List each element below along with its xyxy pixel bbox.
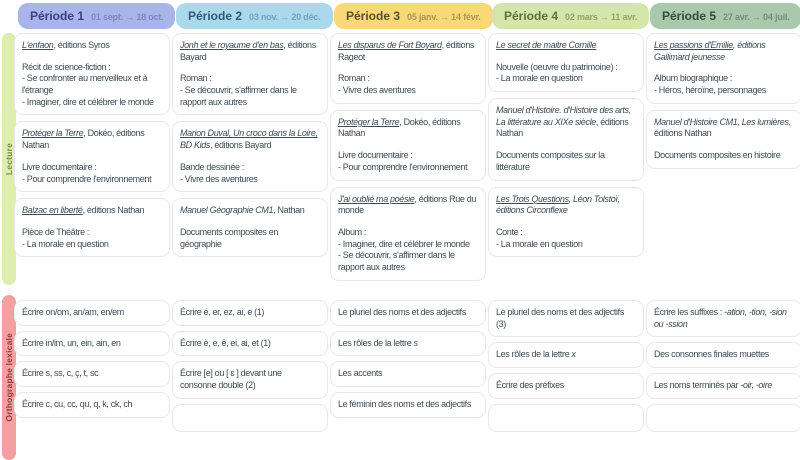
card-body <box>22 227 162 250</box>
period-dates: 27 avr. → 04 juil. <box>723 12 790 22</box>
card-title: Le secret de maitre Cornille <box>496 40 597 50</box>
curriculum-card[interactable] <box>330 110 486 181</box>
card-title: Écrire in/im, un, ein, ain, en <box>22 337 121 348</box>
card-title: Les noms terminés par -oir, -oire <box>654 380 773 391</box>
card-title: Jonh et le royaume d'en bas, éditions Bayard <box>180 40 316 62</box>
curriculum-card[interactable] <box>330 187 486 281</box>
card-body <box>180 227 320 250</box>
period-dates: 03 nov. → 20 déc. <box>249 12 321 22</box>
curriculum-card[interactable] <box>172 361 328 398</box>
curriculum-card[interactable] <box>172 33 328 115</box>
curriculum-card[interactable] <box>330 331 486 357</box>
period-pill-5[interactable] <box>650 3 800 29</box>
card-body-line: Roman : <box>180 73 212 84</box>
card-body-line: - Se découvrir, s'affirmer dans le rapport aux autres <box>180 85 297 107</box>
card-title: Écrire [e] ou [ ɛ ] devant une consonne double (2) <box>180 368 282 391</box>
card-body-line: - Pour comprendre l'environnement <box>338 161 468 172</box>
curriculum-card[interactable] <box>488 342 644 368</box>
card-title: Écrire é, er, ez, ai, e (1) <box>180 307 265 317</box>
card-body-line: - La morale en question <box>496 238 583 249</box>
card-title: Écrire on/om, an/am, en/em <box>22 307 124 317</box>
card-title: J'ai oublié ma poésie, éditions Rue du monde <box>338 193 477 216</box>
card-body-line: - Se confronter au merveilleux et à l'étrange <box>22 73 148 96</box>
curriculum-card[interactable] <box>14 121 170 192</box>
curriculum-card[interactable] <box>488 98 644 180</box>
card-title: Les Trois Questions, Léon Tolstoï, éditions Circonflexe <box>496 193 620 216</box>
period-label: Période 1 <box>30 9 85 23</box>
card-title: Les disparus de Fort Boyard, éditions Rageot <box>338 40 475 62</box>
card-body <box>338 150 478 173</box>
card-body <box>496 227 636 250</box>
card-title: Manuel d'Histoire CM1, Les lumières, éditions Nathan <box>654 116 791 139</box>
period-label: Période 5 <box>662 9 717 23</box>
curriculum-card[interactable] <box>172 198 328 257</box>
period-label: Période 2 <box>188 9 243 23</box>
card-body-line: - La morale en question <box>496 73 583 84</box>
card-body <box>496 62 636 85</box>
curriculum-card[interactable] <box>172 121 328 192</box>
period-dates: 02 mars → 11 avr. <box>565 12 638 22</box>
card-body-line: - Héros, héroïne, personnages <box>654 85 766 96</box>
card-title: L'enfaon, éditions Syros <box>22 40 110 50</box>
period-column-3 <box>330 300 486 423</box>
card-body-line: Livre documentaire : <box>338 150 413 161</box>
curriculum-card[interactable] <box>14 392 170 418</box>
card-title: Le pluriel des noms et des adjectifs <box>338 307 466 317</box>
card-body <box>654 150 794 162</box>
card-title: Le pluriel des noms et des adjectifs (3) <box>496 307 624 329</box>
card-title: Balzac en liberté, éditions Nathan <box>22 205 145 216</box>
period-column-4 <box>488 300 644 437</box>
curriculum-card[interactable] <box>330 392 486 418</box>
card-body-line: - La morale en question <box>22 238 109 249</box>
curriculum-card[interactable] <box>330 300 486 326</box>
card-body-line: Conte : <box>496 226 523 237</box>
row-label-lecture-text: Lecture <box>4 142 14 176</box>
period-column-1 <box>14 33 170 263</box>
curriculum-card[interactable] <box>646 373 800 399</box>
card-body-line: - Imaginer, dire et célébrer le monde <box>338 238 470 249</box>
card-title: Marion Duval, Un croco dans la Loire, BD Kids, éditions Bayard <box>180 128 318 151</box>
section-orthographe-lexicale <box>0 300 800 410</box>
card-body <box>654 73 794 96</box>
card-body-line: Documents composites sur la littérature <box>496 150 605 172</box>
card-title: Protéger la Terre, Dokéo, éditions Nathan <box>22 128 145 151</box>
period-label: Période 3 <box>346 9 401 23</box>
period-column-2 <box>172 33 328 263</box>
curriculum-card[interactable] <box>646 404 800 432</box>
section-lecture <box>0 33 800 295</box>
card-body-line: - Imaginer, dire et célébrer le monde <box>22 96 154 107</box>
card-body-line: Nouvelle (oeuvre du patrimoine) : <box>496 61 618 72</box>
card-body-line: Livre documentaire : <box>22 161 97 172</box>
card-title: Écrire des préfixes <box>496 380 564 391</box>
curriculum-card[interactable] <box>14 331 170 357</box>
period-column-1 <box>14 300 170 423</box>
card-title: Écrire s, ss, c, ç, t, sc <box>22 368 99 379</box>
card-title: Manuel Géographie CM1, Nathan <box>180 205 305 216</box>
card-title: Les rôles de la lettre s <box>338 337 418 348</box>
card-body-line: Documents composites en géographie <box>180 226 278 249</box>
card-body <box>180 162 320 185</box>
card-body-line: Album : <box>338 226 367 237</box>
curriculum-card[interactable] <box>488 33 644 92</box>
period-column-5 <box>646 300 800 437</box>
curriculum-card[interactable] <box>646 300 800 337</box>
card-body-line: - Pour comprendre l'environnement <box>22 173 152 184</box>
curriculum-card[interactable] <box>646 110 800 169</box>
period-dates: 05 janv. → 14 févr. <box>407 12 481 22</box>
card-title: Écrire è, e, ê, ei, ai, et (1) <box>180 337 271 348</box>
card-title: Écrire c, cu, cc, qu, q, k, ck, ch <box>22 399 133 410</box>
card-body-line: Album biographique : <box>654 73 733 84</box>
row-label-orthographe-lexicale-text: Orthographe lexicale <box>4 333 14 422</box>
curriculum-card[interactable] <box>14 361 170 387</box>
card-body-line: - Vivre des aventures <box>338 85 416 96</box>
period-dates: 01 sept. → 18 oct. <box>91 12 164 22</box>
card-body <box>22 62 162 109</box>
period-label: Période 4 <box>504 9 559 23</box>
period-column-3 <box>330 33 486 287</box>
card-body-line: Récit de science-fiction : <box>22 61 111 72</box>
curriculum-card[interactable] <box>330 33 486 104</box>
card-body <box>338 227 478 274</box>
curriculum-card[interactable] <box>646 33 800 104</box>
card-body <box>22 162 162 185</box>
period-column-5 <box>646 33 800 175</box>
curriculum-card[interactable] <box>172 404 328 432</box>
card-title: Les passions d'Emilie, éditions Gallimard jeunesse <box>654 40 766 62</box>
period-pill-2[interactable] <box>176 3 333 29</box>
curriculum-card[interactable] <box>646 342 800 368</box>
period-pill-1[interactable] <box>18 3 175 29</box>
curriculum-card[interactable] <box>488 300 644 337</box>
curriculum-card[interactable] <box>488 404 644 432</box>
card-title: Manuel d'Histoire. d'Histoire des arts, La littérature au XIXe siècle, éditions Nathan <box>496 105 631 139</box>
curriculum-card[interactable] <box>172 331 328 357</box>
curriculum-card[interactable] <box>172 300 328 326</box>
card-title: Écrire les suffixes : -ation, -tion, -sion ou -ssion <box>654 307 787 329</box>
curriculum-card[interactable] <box>14 300 170 326</box>
curriculum-card[interactable] <box>488 373 644 399</box>
card-body-line: Documents composites en histoire <box>654 150 781 161</box>
period-pill-3[interactable] <box>334 3 493 29</box>
period-column-4 <box>488 33 644 263</box>
card-title: Des consonnes finales muettes <box>654 349 769 360</box>
curriculum-card[interactable] <box>14 33 170 115</box>
card-title: Les accents <box>338 368 383 379</box>
card-body <box>180 73 320 108</box>
curriculum-card[interactable] <box>488 187 644 258</box>
period-column-2 <box>172 300 328 437</box>
card-body-line: Roman : <box>338 73 370 84</box>
card-body <box>496 150 636 173</box>
card-body-line: Bande dessinée : <box>180 161 244 172</box>
card-title: Le féminin des noms et des adjectifs <box>338 399 471 410</box>
card-body <box>338 73 478 96</box>
card-body-line: Pièce de Théâtre : <box>22 226 90 237</box>
curriculum-card[interactable] <box>14 198 170 257</box>
card-body-line: - Se découvrir, s'affirmer dans le rapport aux autres <box>338 250 455 272</box>
card-title: Protéger la Terre, Dokéo, éditions Nathan <box>338 116 461 139</box>
period-pill-4[interactable] <box>492 3 649 29</box>
card-title: Les rôles de la lettre x <box>496 349 576 360</box>
card-body-line: - Vivre des aventures <box>180 173 258 184</box>
curriculum-card[interactable] <box>330 361 486 387</box>
